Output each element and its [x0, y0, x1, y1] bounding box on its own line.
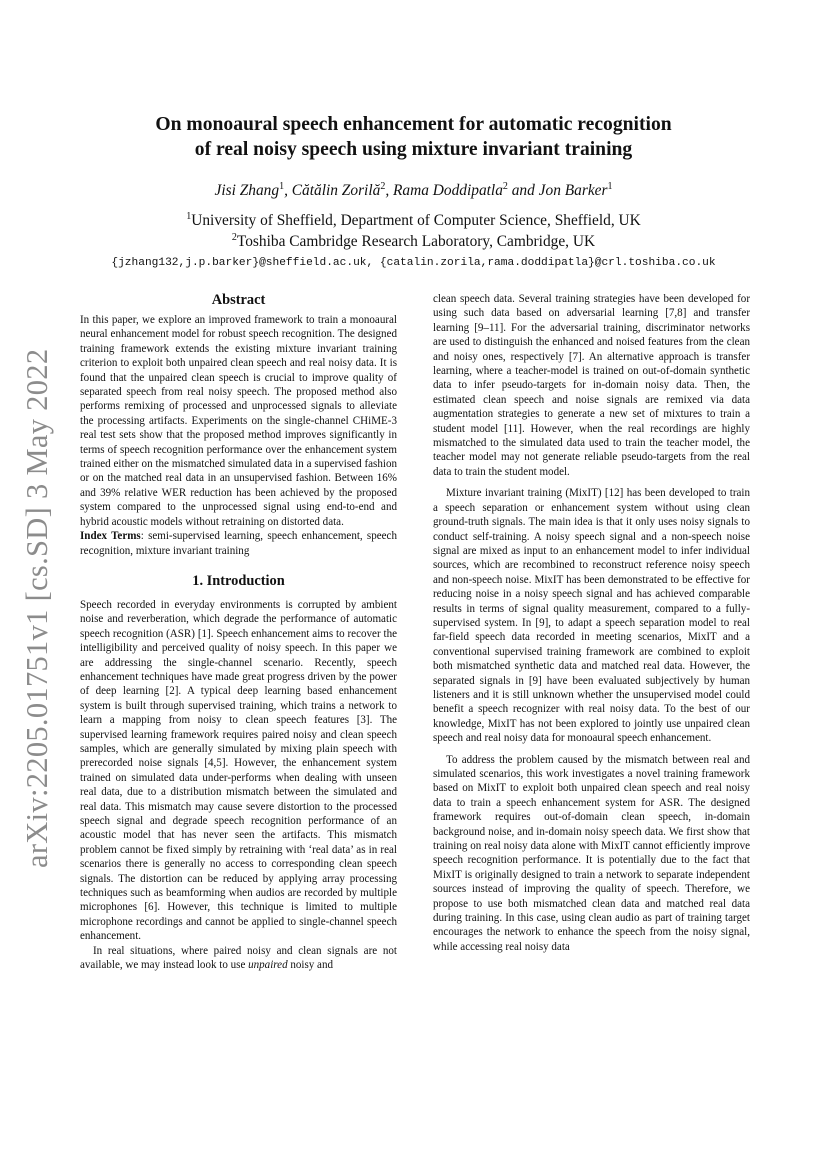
index-terms-text: : semi-supervised learning, speech enhancement, speech recognition, mixture invariant training [80, 530, 397, 557]
affiliation-line [60, 231, 767, 252]
affiliation-mark: 1 [186, 210, 192, 222]
index-terms-label: Index Terms [80, 530, 141, 543]
intro-paragraph-2-text: In real situations, where paired noisy and clean signals are not available, we may instead look to use [80, 944, 397, 972]
affiliation-line [60, 210, 767, 231]
index-terms [80, 529, 397, 558]
left-column [80, 291, 397, 972]
abstract-heading: Abstract [211, 292, 266, 308]
paper-title-line-2: of real noisy speech using mixture invariant training [194, 139, 633, 160]
affiliation-mark: 2 [231, 231, 237, 243]
author-affiliation-mark: 2 [502, 180, 508, 192]
author-affiliation-mark: 2 [380, 180, 386, 192]
right-paragraph-2: Mixture invariant training (MixIT) [12] has been developed to train a speech separation or enhancement system without using clean ground-truth signals. The main idea is that it only uses noisy signals to conduct self-training. A noisy speech signal and a non-speech noise signal are mixed as input to an enhancement model to infer individual sources, which are recombined to reconstruct reference noisy speech and non-speech noise. MixIT has been demonstrated to be effective for reducing noise in a noisy speech signal and has achieved comparable results in terms of signal quality measurement, compared to a fully-supervised system. In [9], to adapt a speech separation model to real far-field speech data recorded in meeting scenarios, MixIT and a conventional supervised training framework are combined to exploit both mismatched synthetic data and matched real data. However, the separated signals in [9] have been evaluated subjectively by human listeners and it is still unknown whether the unsupervised model could benefit a speech recognizer with real noisy data. To the best of our knowledge, MixIT has not been explored to jointly use unpaired clean speech and real noisy data for monoaural speech enhancement. [433, 487, 750, 745]
intro-paragraph-1: Speech recorded in everyday environments is corrupted by ambient noise and reverberation, which degrade the performance of automatic speech recognition (ASR) [1]. Speech enhancement aims to recover the intelligibility and perceived quality of noisy speech. In this paper we are addressing the single-channel scenario. Recently, speech enhancement techniques have made great progress driven by the power of deep learning [2]. A typical deep learning based enhancement system is built through supervised training, which trains a network to learn a mapping from noisy to clean speech features [3]. The supervised learning framework requires paired noisy and clean speech samples, which are generally simulated by mixing plain speech with prerecorded noise signals [4,5]. However, the enhancement system trained on simulated data under-performs when dealing with unseen real data, due to a distribution mismatch between the simulated and real data. This mismatch may cause severe distortion to the processed speech signal and degrade speech recognition performance of an acoustic model that has never seen the artifacts. This mismatch problem cannot be fixed simply by retraining with ‘real data’ as in real scenarios there is generally no access to corresponding clean speech signals. The distortion can be reduced by applying array processing techniques such as beamforming when audios are recorded by multiple microphones [6]. However, this technique is limited to multiple microphone recordings and cannot be applied to single-channel speech enhancement. [80, 598, 397, 943]
arxiv-identifier-stamp: arXiv:2205.01751v1 [cs.SD] 3 May 2022 [20, 348, 54, 868]
author-list [60, 182, 767, 200]
right-column [433, 292, 750, 954]
affiliation-text: Toshiba Cambridge Research Laboratory, Cambridge, UK [236, 233, 596, 250]
author-emails: {jzhang132,j.p.barker}@sheffield.ac.uk, {catalin.zorila,rama.doddipatla}@crl.toshiba.co.uk [111, 257, 716, 269]
introduction-heading: 1. Introduction [192, 572, 285, 589]
paper-title [60, 112, 767, 162]
author-name: Rama Doddipatla [393, 182, 503, 199]
right-paragraph-3: To address the problem caused by the mismatch between real and simulated scenarios, this work investigates a novel training framework based on MixIT to exploit both unpaired clean speech and real noisy data to train a speech enhancement system for ASR. The designed framework requires out-of-domain clean speech, in-domain background noise, and in-domain noisy speech data. We first show that training on real noisy data alone with MixIT cannot efficiently improve speech recognition performance. It is potentially due to the fact that MixIT is originally designed to train a network to separate independent sources instead of improving the quality of speech. Therefore, we propose to use both mismatched clean data and matched real data during training. In this case, using clean audio as part of training target encourages the network to enhance the speech from the noisy signal, while accessing real noisy data [433, 753, 750, 953]
author-name: Cătălin Zorilă [291, 182, 381, 199]
right-paragraph-1: clean speech data. Several training strategies have been developed for using such data based on adversarial learning [7,8] and transfer learning [9–11]. For the adversarial training, discriminator networks are used to distinguish the enhanced and noised features from the clean and noisy ones, respectively [7]. An alternative approach is transfer learning, where a teacher-model is trained on out-of-domain synthetic data to infer pseudo-targets for in-domain noisy data. Then, the estimated clean speech and noise signals are remixed via data augmentation strategies to generate a new set of mixtures to train a student model [11]. However, when the real recordings are highly mismatched to the simulated data used to train the teacher model, the teacher model may not generate reliable pseudo-targets from the real data to train the student model. [433, 293, 750, 478]
intro-paragraph-2 [80, 944, 397, 973]
abstract-text: In this paper, we explore an improved framework to train a monoaural neural enhancement model for robust speech recognition. The designed training framework extends the existing mixture invariant training criterion to exploit both unpaired clean speech and real noisy data. It is found that the unpaired clean speech is crucial to improve quality of separated speech from real noisy speech. The proposed method also performs remixing of processed and unprocessed signals to alleviate the processing artifacts. Experiments on the single-channel CHiME-3 real test sets show that the proposed method improves significantly in terms of speech recognition performance over the enhancement system trained either on the mismatched simulated data in a supervised fashion or on the matched real data in an unsupervised fashion. Between 16% and 39% relative WER reduction has been achieved by the proposed system compared to the unprocessed signal using end-to-end and hybrid acoustic models without retraining on distorted data. [80, 314, 397, 528]
intro-paragraph-2-tail: noisy and [287, 959, 334, 972]
title-block [60, 112, 767, 272]
author-separator: , [284, 182, 292, 199]
emphasis-unpaired: unpaired [248, 959, 288, 972]
affiliations [60, 210, 767, 252]
author-affiliation-mark: 1 [607, 180, 613, 192]
author-name: Jisi Zhang [214, 182, 280, 199]
author-separator: , [385, 182, 394, 199]
author-name: Jon Barker [538, 182, 608, 199]
author-affiliation-mark: 1 [279, 180, 285, 192]
paper-title-line-1: On monoaural speech enhancement for automatic recognition [155, 114, 672, 135]
affiliation-text: University of Sheffield, Department of Computer Science, Sheffield, UK [191, 212, 641, 229]
author-separator: and [507, 182, 539, 199]
